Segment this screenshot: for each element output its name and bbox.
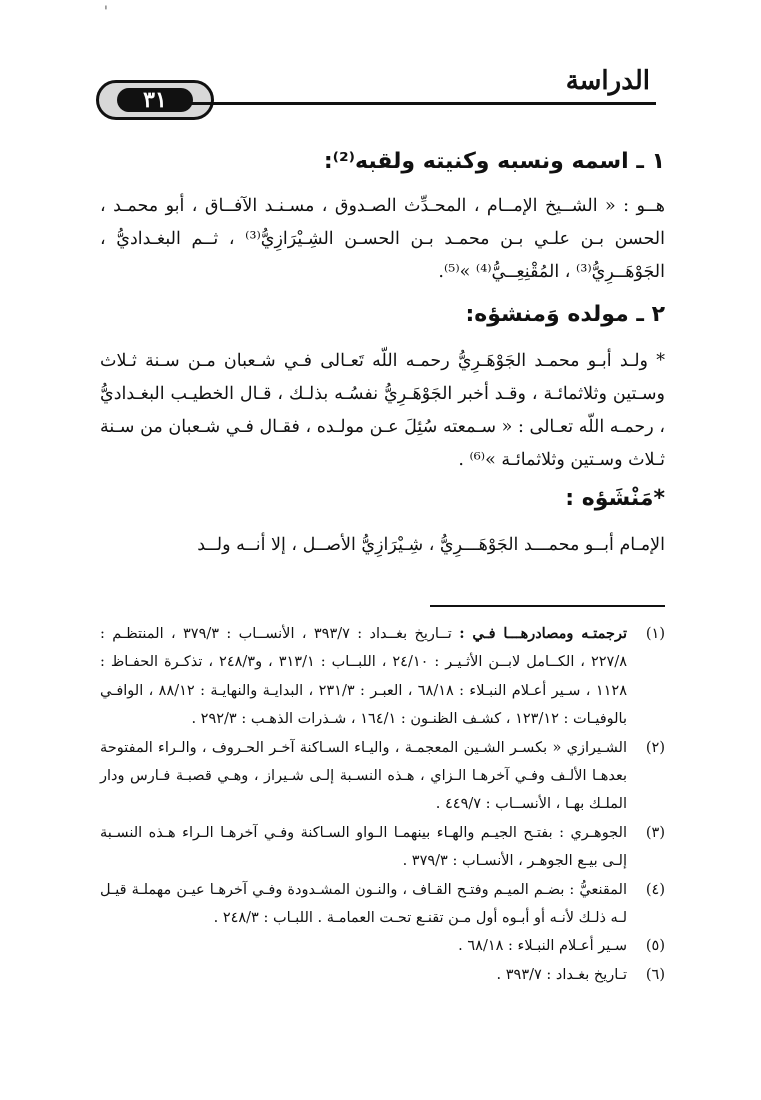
page-number: ٣١ (143, 87, 167, 113)
footnote (100, 876, 665, 933)
footnote (100, 734, 665, 819)
section-heading-name: ١ ـ اسمه ونسبه وكنيته ولقبه⁽²⁾: (323, 149, 665, 174)
paragraph-origin: الإمـام أبــو محمـــد الجَوْهَـــرِيُّ ، شِـيْرَازِيُّ الأصــل ، إلا أنــه ولــد (197, 535, 665, 555)
footnote (100, 620, 665, 734)
footnote-lead: ترجمتـه ومصادرهـــا فـي : (459, 625, 628, 642)
section-heading-birth: ٢ ـ مولده وَمنشؤه: (465, 302, 665, 327)
footnote-number: (١) (645, 626, 665, 642)
footnote-body: تــاريخ بغــداد : ٣٩٣/٧ ، الأنســاب : ٣٧٩/٣ ، المنتظـم : ٢٢٧/٨ ، الكــامل لابــن الأثـيـر : ٢٤/١٠ ، اللبــاب : ٣١٣/١ ، و٢٤٨/٣ ، تذكـرة الحفـاظ : ١١٢٨ ، سـير أعـلام النبـلاء : ٦٨/١٨ ، العبـر : ٢٣١/٣ ، البدايـة والنهايـة : ٨٨/١٢ ، الوافـي بالوفيـات : ١٢٣/١٢ ، كشـف الظنـون : ١٦٤/١ ، شـذرات الذهـب : ٢٩٢/٣ . (100, 626, 627, 728)
paragraph-birth: * ولـد أبـو محمـد الجَوْهَـرِيُّ رحمـه اللّه تَعـالى فـي شـعبان مـن سـنة ثـلاث وسـتين وثلاثمائـة ، وقـد أخبر الجَوْهَـرِيُّ نفسُـه بذلـك ، قـال الخطيـب البغـداديُّ ، رحمـه اللّه تعـالى : « سـمعته سُئِلَ عـن مولـده ، فقـال فـي شـعبان من سـنة ثـلاث وسـتين وثلاثمائـة »⁽⁶⁾ . (100, 351, 665, 470)
footnote-text (100, 620, 627, 734)
footnote-body: المقنعيُّ : بضـم الميـم وفتـح القـاف ، والنـون المشـدودة وفـي آخرهـا عيـن مهملـة قيـل لـه ذلـك لأنـه أو أبـوه أول مـن تقنـع تحـت العمامـة . اللبـاب : ٢٤٨/٣ . (100, 881, 627, 927)
page-header (96, 58, 656, 118)
footnote-body: سـير أعـلام النبـلاء : ٦٨/١٨ . (458, 938, 627, 955)
footnote-number: (٥) (645, 938, 665, 955)
footnote (100, 819, 665, 876)
footnote (100, 932, 665, 960)
footnote-number: (٦) (645, 966, 665, 983)
running-title: الدراسة (565, 66, 650, 96)
footnote-number: (٤) (645, 881, 665, 898)
paragraph-name: هــو : « الشــيخ الإمــام ، المحـدِّث الصـدوق ، مسـنـد الآفــاق ، أبو محمـد ، الحسن بـن علـي بـن محمـد بـن الحسـن الشِـيْرَازِيُّ⁽³⁾ ، ثــم البغـداديُّ ، الجَوْهَــرِيُّ⁽³⁾ ، المُقْنِعِــيُّ⁽⁴⁾ »⁽⁵⁾. (100, 196, 665, 282)
footnotes (100, 620, 665, 989)
footnote-number: (٢) (645, 739, 665, 756)
corner-mark: ' (104, 4, 108, 20)
section-heading-origin: *مَنْشَؤه : (565, 486, 665, 511)
footnote-body: تـاريخ بغـداد : ٣٩٣/٧ . (496, 966, 627, 983)
page-number-badge (96, 80, 214, 120)
footnote-separator (430, 605, 665, 607)
footnote (100, 961, 665, 989)
footnote-number: (٣) (645, 824, 665, 841)
footnote-body: الشـيرازي « بكسـر الشـين المعجمـة ، واليـاء السـاكنة آخـر الحـروف ، والـراء المفتوحة بعدهـا الألـف وفـي آخرهـا الـزاي ، هـذه النسـبة إلـى شـيراز ، وهـي قصبـة فـارس ودار الملـك بهـا ، الأنســاب : ٤٤٩/٧ . (100, 739, 627, 813)
footnote-body: الجوهـري : بفتـح الجيـم والهـاء بينهمـا الـواو السـاكنة وفـي آخرهـا الـراء هـذه النسـبة إلـى بيـع الجوهـر ، الأنسـاب : ٣٧٩/٣ . (100, 824, 627, 870)
header-rule (184, 102, 656, 105)
main-text (100, 140, 665, 562)
